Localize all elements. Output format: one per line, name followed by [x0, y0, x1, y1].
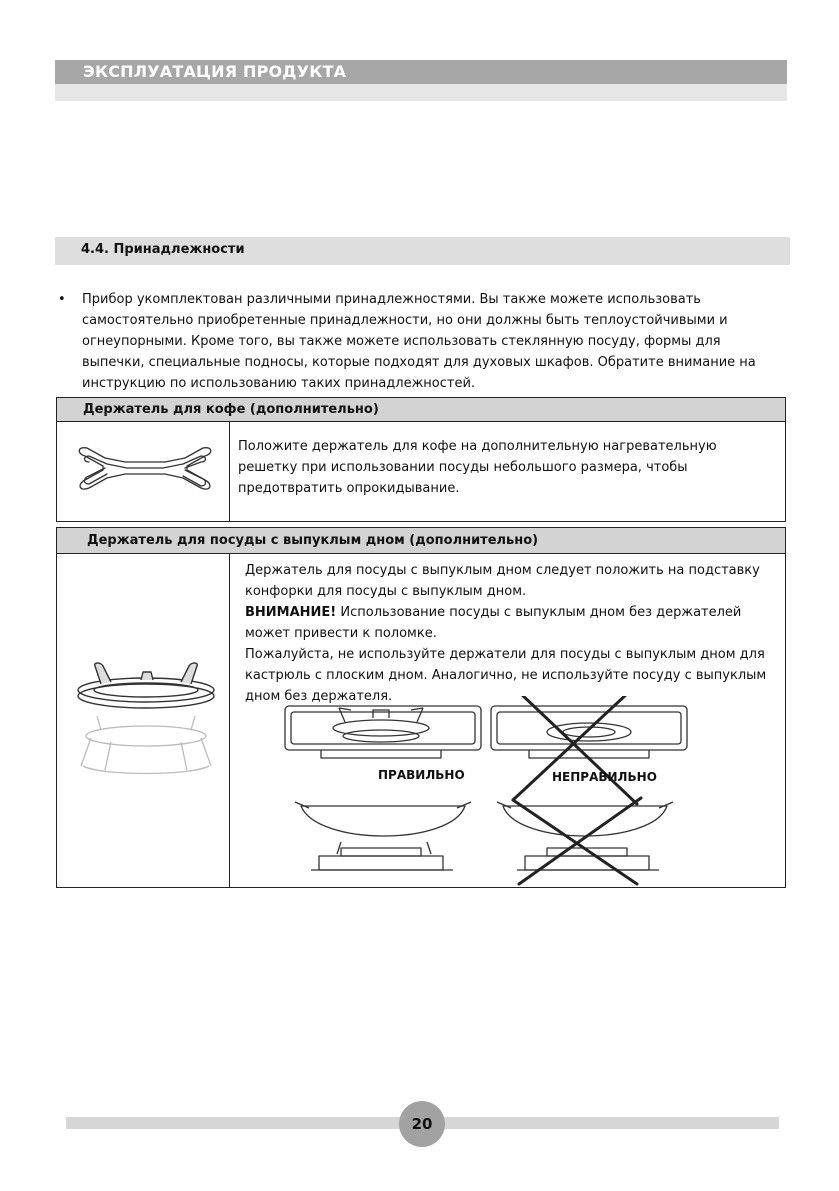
- incorrect-burner-diagram: [491, 706, 687, 758]
- incorrect-label: НЕПРАВИЛЬНО: [552, 770, 657, 784]
- bullet-mark: •: [58, 292, 66, 307]
- coffee-holder-table: [56, 397, 786, 522]
- wok-holder-table: [56, 527, 786, 888]
- wok-holder-p1: Держатель для посуды с выпуклым дном следует положить на подставку конфорки для посуды с выпуклым дном.: [245, 563, 760, 599]
- coffee-holder-description: Положите держатель для кофе на дополнительную нагревательную решетку при использовании посуды небольшого размера, чтобы предотвратить опрокидывание.: [238, 439, 717, 496]
- warning-text: Использование посуды с выпуклым дном без держателей может привести к поломке.: [245, 605, 742, 641]
- correct-holder-burner-diagram: [285, 706, 481, 758]
- correct-wok-diagram: [295, 802, 471, 870]
- correct-label: ПРАВИЛЬНО: [378, 768, 465, 782]
- page-header: [55, 60, 787, 84]
- wok-holder-p2: [245, 602, 781, 644]
- column-divider: [229, 422, 230, 521]
- section-title: 4.4. Принадлежности: [81, 242, 245, 257]
- section-heading: [55, 237, 790, 265]
- wok-holder-p3: Пожалуйста, не используйте держатели для посуды с выпуклым дном для кастрюль с плоским дном. Аналогично, не используйте посуду с выпуклым дном без держателя.: [245, 647, 767, 704]
- wok-holder-title: Держатель для посуды с выпуклым дном (дополнительно): [87, 533, 539, 548]
- wok-holder-header: [57, 528, 785, 554]
- warning-label: ВНИМАНИЕ!: [245, 605, 337, 620]
- intro-text: Прибор укомплектован различными принадлежностями. Вы также можете использовать самостоятельно приобретенные принадлежности, но они должны быть теплоустойчивыми и огнеупорными. Кроме того, вы также можете использовать стеклянную посуду, формы для выпечки, специальные подносы, которые подходят для духовых шкафов. Обратите внимание на инструкцию по использованию таких принадлежностей.: [82, 292, 756, 391]
- wok-holder-illustration: [71, 658, 221, 778]
- coffee-holder-header: [57, 398, 785, 422]
- column-divider: [229, 554, 230, 887]
- coffee-holder-illustration: [75, 444, 215, 504]
- page-number: 20: [399, 1101, 445, 1147]
- wok-holder-description: [245, 560, 781, 707]
- usage-diagrams: [281, 696, 731, 886]
- page-header-title: ЭКСПЛУАТАЦИЯ ПРОДУКТА: [83, 62, 347, 81]
- coffee-holder-title: Держатель для кофе (дополнительно): [83, 402, 379, 417]
- header-underbar: [55, 84, 787, 101]
- intro-paragraph: [58, 289, 778, 394]
